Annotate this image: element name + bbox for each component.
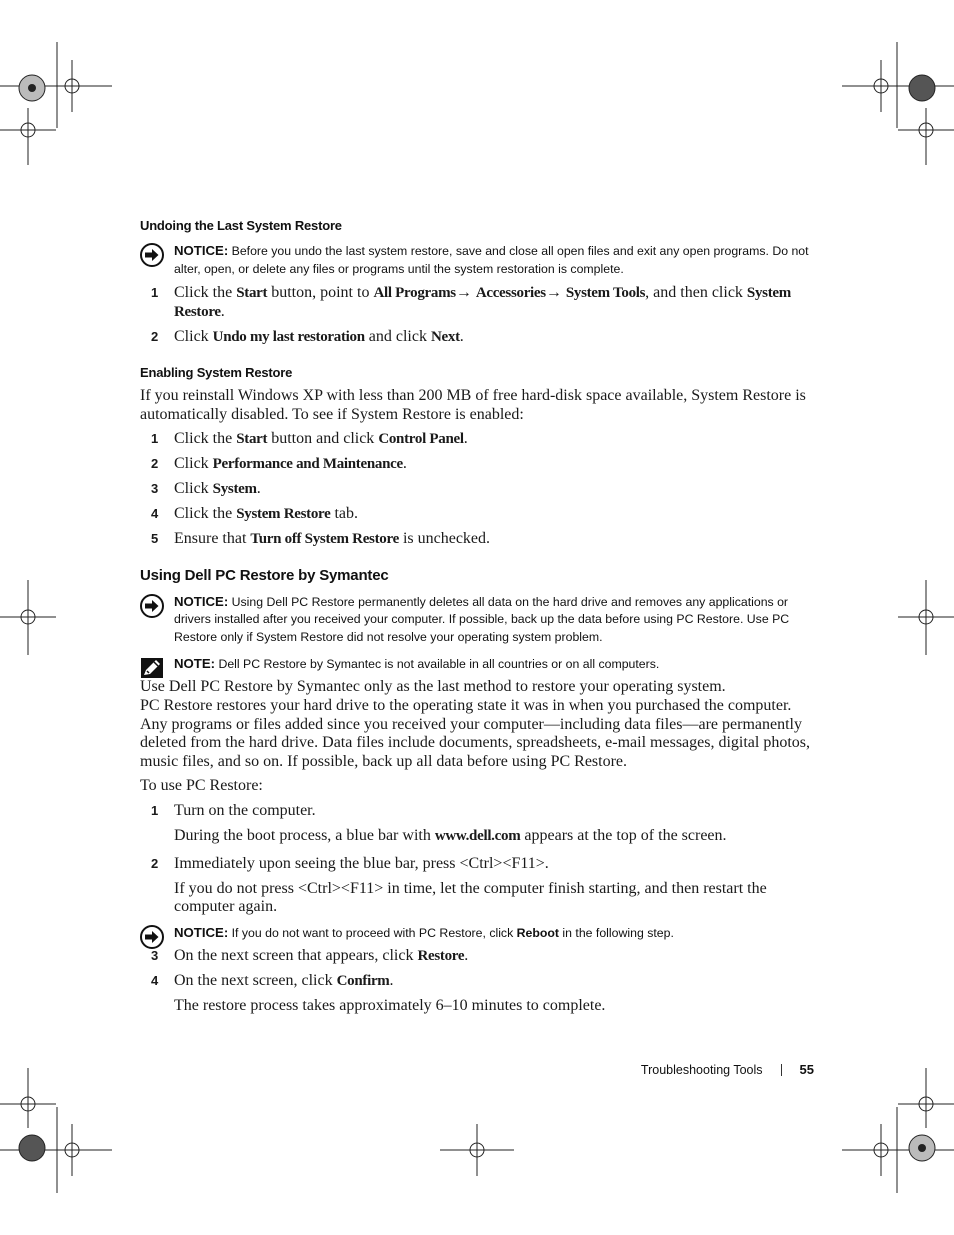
step-text: . — [459, 327, 464, 345]
notice-reboot — [140, 924, 815, 943]
notice-label: NOTICE: — [174, 243, 229, 258]
notice-text: If you do not want to proceed with PC Restore, click — [228, 925, 517, 940]
dell-step-2-detail: If you do not press <Ctrl><F11> in time, let the computer finish starting, and then restart the computer again. — [174, 879, 767, 915]
enable-step-5 — [140, 530, 815, 549]
enable-intro: If you reinstall Windows XP with less than 200 MB of free hard-disk space available, System Restore is automatically disabled. To see if System Restore is enabled: — [140, 387, 806, 423]
note-text: Dell PC Restore by Symantec is not available in all countries or on all computers. — [215, 657, 660, 671]
ui-term-control-panel: Control Panel — [378, 431, 464, 447]
dell-para-1: Use Dell PC Restore by Symantec only as the last method to restore your operating system. — [140, 677, 726, 695]
step-text: button and click — [267, 430, 379, 447]
arrow-glyph: → — [455, 284, 476, 301]
enable-step-4 — [140, 505, 815, 524]
notice-text: in the following step. — [559, 925, 674, 940]
ui-term-turn-off: Turn off System Restore — [250, 531, 399, 547]
ui-term-system: System — [212, 481, 257, 497]
step-number: 4 — [151, 972, 159, 988]
footer-section-title: Troubleshooting Tools — [640, 1062, 763, 1077]
step-text: On the next screen that appears, click — [174, 946, 418, 964]
step-text: . — [463, 430, 468, 447]
step-text: During the boot process, a blue bar with — [174, 826, 435, 844]
step-text: . — [464, 946, 469, 964]
step-text: . — [256, 480, 261, 497]
step-text: Click — [174, 455, 213, 472]
step-text: and click — [364, 327, 431, 345]
step-number: 1 — [151, 285, 159, 300]
enable-step-1 — [140, 430, 815, 449]
note-label: NOTE: — [174, 656, 216, 671]
enable-step-2 — [140, 455, 815, 474]
dell-step-3 — [140, 947, 815, 966]
footer-divider — [781, 1064, 782, 1076]
step-text: Click the — [174, 430, 237, 447]
heading-enable-restore: Enabling System Restore — [140, 365, 293, 380]
dell-para-3: To use PC Restore: — [140, 777, 263, 794]
ui-term-confirm: Confirm — [336, 972, 390, 989]
step-text: Click — [174, 327, 213, 345]
dell-step-2 — [140, 855, 815, 874]
step-text: . — [220, 302, 225, 320]
ui-term-undo: Undo my last restoration — [212, 328, 365, 345]
dell-step-1-detail — [140, 827, 815, 846]
step-text: Click the — [174, 284, 237, 301]
ui-term-restore: Restore — [417, 947, 465, 964]
ui-term-reboot: Reboot — [516, 925, 560, 940]
step-number: 5 — [151, 531, 159, 546]
arrow-glyph: → — [545, 284, 566, 301]
page-number: 55 — [799, 1062, 814, 1077]
step-number: 1 — [151, 431, 159, 446]
step-number: 2 — [151, 855, 159, 871]
step-number: 2 — [151, 456, 159, 471]
step-number: 4 — [151, 506, 159, 521]
step-text: . — [402, 455, 407, 472]
dell-step-1 — [140, 802, 815, 821]
notice-label: NOTICE: — [174, 924, 229, 940]
step-text: Turn on the computer. — [174, 801, 316, 819]
undo-step-2 — [140, 328, 815, 347]
notice-arrow-icon — [140, 594, 164, 618]
notice-text: Before you undo the last system restore, save and close all open files and exit any open programs. Do not alter, open, or delete any files or programs until the system restoration is complete. — [174, 244, 809, 276]
notice-text: Using Dell PC Restore permanently deletes all data on the hard drive and removes any applications or drivers installed after you received your computer. If possible, back up the data before using PC Restore. Use PC Restore only if System Restore did not resolve your operating system problem. — [174, 594, 790, 644]
ui-term-performance: Performance and Maintenance — [212, 456, 403, 472]
notice-undo — [140, 242, 815, 278]
notice-arrow-icon — [140, 925, 164, 949]
notice-label: NOTICE: — [174, 593, 229, 609]
ui-term-system-tools: System Tools — [565, 285, 646, 301]
dell-step-4 — [140, 972, 815, 991]
undo-step-1 — [140, 284, 815, 321]
step-number: 3 — [151, 481, 159, 496]
step-text: tab. — [330, 505, 359, 522]
notice-pc-restore — [140, 593, 815, 647]
notice-arrow-icon — [140, 243, 164, 267]
step-text: is unchecked. — [398, 530, 491, 547]
heading-undo-restore: Undoing the Last System Restore — [140, 218, 342, 233]
ui-term-next: Next — [430, 328, 460, 345]
step-text: Ensure that — [174, 530, 251, 547]
ui-term-system-restore: System Restore — [236, 506, 331, 522]
step-text: button, point to — [267, 284, 374, 301]
step-text: Click the — [174, 505, 237, 522]
step-text: appears at the top of the screen. — [520, 826, 727, 844]
ui-term-system-restore: System Restore — [174, 285, 791, 320]
step-text: . — [389, 971, 394, 989]
step-number: 2 — [151, 328, 159, 344]
page-footer — [641, 1062, 814, 1077]
ui-term-all-programs: All Programs — [373, 285, 456, 301]
ui-term-start: Start — [236, 431, 268, 447]
dell-para-2: PC Restore restores your hard drive to the operating state it was in when you purchased the computer. Any programs or files added since you received your computer—including data files—are permanently deleted from the hard drive. Data files include documents, spreadsheets, e-mail messages, digital photos, music files, and so on. If possible, back up all data before using PC Restore. — [140, 697, 811, 770]
step-text: Immediately upon seeing the blue bar, press <Ctrl><F11>. — [174, 854, 549, 872]
heading-dell-pc-restore: Using Dell PC Restore by Symantec — [140, 566, 389, 584]
step-text: , and then click — [645, 284, 747, 301]
step-number: 3 — [151, 947, 159, 963]
step-number: 1 — [151, 802, 159, 818]
step-text: Click — [174, 480, 213, 497]
enable-step-3 — [140, 480, 815, 499]
ui-term-start: Start — [236, 285, 268, 301]
step-text: On the next screen, click — [174, 971, 337, 989]
dell-step-4-detail: The restore process takes approximately 6–10 minutes to complete. — [174, 996, 606, 1014]
note-pencil-icon — [140, 656, 164, 680]
dell-url: www.dell.com — [434, 827, 521, 844]
main-content — [140, 218, 815, 1015]
note-availability — [140, 655, 815, 674]
ui-term-accessories: Accessories — [475, 285, 546, 301]
